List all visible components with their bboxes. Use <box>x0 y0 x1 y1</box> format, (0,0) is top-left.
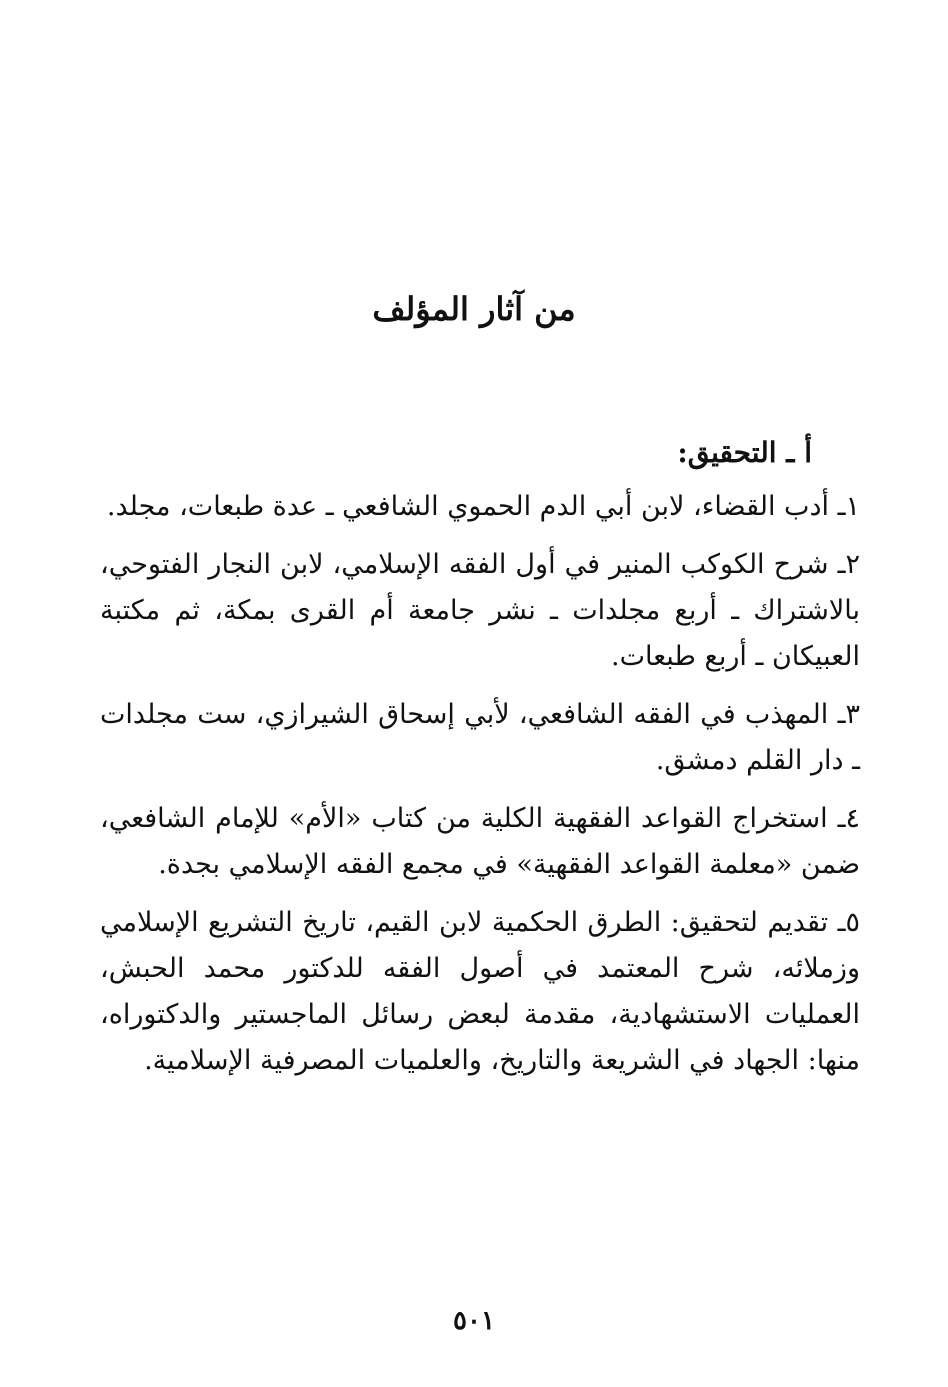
list-item: ٥ـ تقديم لتحقيق: الطرق الحكمية لابن القيم، تاريخ التشريع الإسلامي وزملائه، شرح المعتمد في أصول الفقه للدكتور محمد الحبش، العمليات الاستشهادية، مقدمة لبعض رسائل الماجستير والدكتوراه، منها: الجهاد في الشريعة والتاريخ، والعلميات المصرفية الإسلامية. <box>100 907 860 1076</box>
page-content <box>100 430 860 1096</box>
list-item: ٢ـ شرح الكوكب المنير في أول الفقه الإسلامي، لابن النجار الفتوحي، بالاشتراك ـ أربع مجلدات ـ نشر جامعة أم القرى بمكة، ثم مكتبة العبيكان ـ أربع طبعات. <box>100 549 860 672</box>
page-number: ٥٠١ <box>453 1306 495 1336</box>
section-heading: أ ـ التحقيق: <box>677 436 812 469</box>
list-item: ٣ـ المهذب في الفقه الشافعي، لأبي إسحاق الشيرازي، ست مجلدات ـ دار القلم دمشق. <box>100 699 860 776</box>
list-item: ١ـ أدب القضاء، لابن أبي الدم الحموي الشافعي ـ عدة طبعات، مجلد. <box>106 491 860 522</box>
page-title: من آثار المؤلف <box>372 290 576 328</box>
list-item: ٤ـ استخراج القواعد الفقهية الكلية من كتاب «الأم» للإمام الشافعي، ضمن «معلمة القواعد الفقهية» في مجمع الفقه الإسلامي بجدة. <box>100 803 860 880</box>
